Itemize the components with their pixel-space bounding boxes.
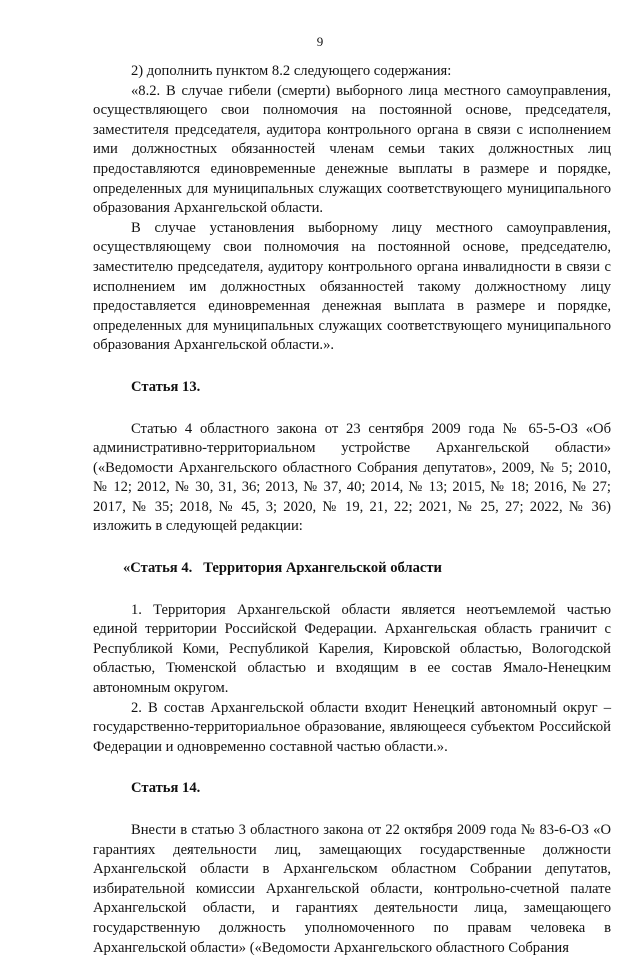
article-4-point-1: 1. Территория Архангельской области является неотъемлемой частью единой территории Российской Федерации. Архангельская область граничит с Республикой Коми, Республикой Карелия, Кировской областью, Вологодской областью, Тюменской областью и входящим в ее состав Ямало-Ненецким автономным округом. — [93, 601, 611, 697]
article-13-text: Статью 4 областного закона от 23 сентября 2009 года № 65-5-ОЗ «Об административно-территориальном устройстве Архангельской области» («Ведомости Архангельского областного Собрания депутатов», 2009, № 5; 2010, № 12; 2012, № 30, 31, 36; 2013, № 37, 40; 2014, № 13; 2015, № 18; 2016, № 27; 2017, № 35; 2018, № 45, 3; 2020, № 19, 21, 22; 2021, № 25, 27; 2022, № 36) изложить в следующей редакции: — [93, 420, 611, 535]
article-14-heading: Статья 14. — [131, 780, 201, 797]
article-14-text: Внести в статью 3 областного закона от 22 октября 2009 года № 83-6-ОЗ «О гарантиях деятельности лиц, замещающих государственные должности Архангельской области в Архангельском областном Собрании депутатов, избирательной комиссии Архангельской области, контрольно-счетной палате Архангельской области, и гарантиях деятельности лица, замещающего государственную должность уполномоченного по правам человека в Архангельской области» («Ведомости Архангельского областного Собрания — [93, 822, 611, 956]
paragraph-item-2: 2) дополнить пунктом 8.2 следующего содержания: — [131, 63, 452, 79]
paragraph-8-2: «8.2. В случае гибели (смерти) выборного лица местного самоуправления, осуществляющего свои полномочия на постоянной основе, председателя, заместителя председателя, аудитора контрольного органа в связи с исполнением ими должностных обязанностей членам семьи таких должностных лиц предоставляются единовременные денежные выплаты в размере и порядке, определенных для муниципальных служащих соответствующего муниципального образования Архангельской области. — [93, 82, 611, 217]
article-4-point-2: 2. В состав Архангельской области входит Ненецкий автономный округ – государственно-территориальное образование, являющееся субъектом Российской Федерации и одновременно составной частью области.». — [93, 699, 611, 755]
article-13-heading: Статья 13. — [131, 378, 201, 395]
article-4-heading: «Статья 4. Территория Архангельской области — [123, 560, 442, 577]
page-number: 9 — [316, 34, 324, 49]
document-body — [93, 62, 611, 958]
paragraph-disability: В случае установления выборному лицу местного самоуправления, осуществляющему свои полномочия на постоянной основе, председателю, заместителю председателя, аудитору контрольного органа инвалидности в связи с исполнением им должностных обязанностей такому должностному лицу предоставляется единовременная денежная выплата в размере и порядке, определенных для муниципальных служащих соответствующего муниципального образования Архангельской области.». — [93, 219, 611, 354]
